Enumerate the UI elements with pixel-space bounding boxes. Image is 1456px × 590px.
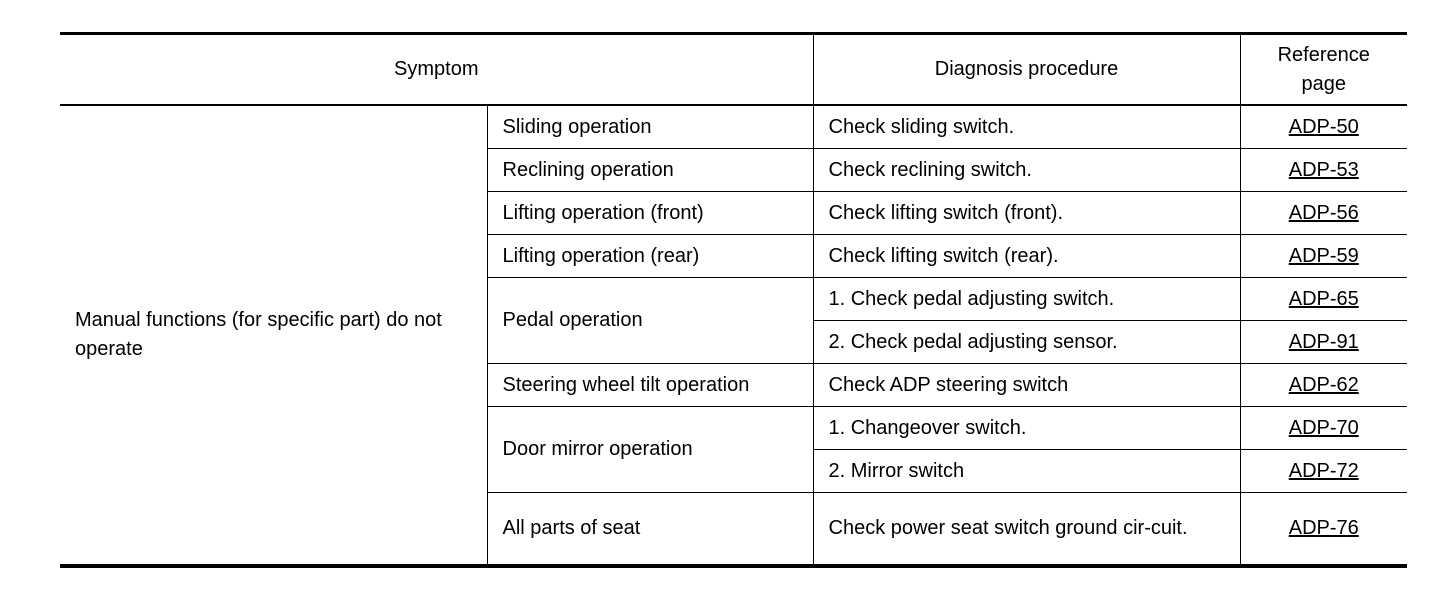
header-reference-page: Reference page [1240, 34, 1407, 106]
procedure-cell: Check lifting switch (front). [813, 192, 1240, 235]
reference-link[interactable]: ADP-50 [1288, 115, 1359, 138]
symptom-cell: Reclining operation [487, 149, 813, 192]
table-row [60, 105, 1407, 149]
reference-cell [1240, 407, 1407, 450]
reference-cell [1240, 192, 1407, 235]
reference-cell [1240, 149, 1407, 192]
reference-cell [1240, 364, 1407, 407]
procedure-cell: 2. Mirror switch [813, 450, 1240, 493]
reference-cell [1240, 450, 1407, 493]
reference-link[interactable]: ADP-56 [1288, 201, 1359, 224]
header-symptom: Symptom [60, 34, 813, 106]
procedure-cell: 2. Check pedal adjusting sensor. [813, 321, 1240, 364]
main-symptom-cell: Manual functions (for specific part) do not operate [60, 105, 487, 566]
reference-cell [1240, 235, 1407, 278]
reference-link[interactable]: ADP-65 [1288, 287, 1359, 310]
reference-cell [1240, 278, 1407, 321]
reference-link[interactable]: ADP-53 [1288, 158, 1359, 181]
table-header-row [60, 34, 1407, 106]
procedure-cell: Check ADP steering switch [813, 364, 1240, 407]
procedure-cell: Check lifting switch (rear). [813, 235, 1240, 278]
reference-cell [1240, 105, 1407, 149]
reference-link[interactable]: ADP-62 [1288, 373, 1359, 396]
symptom-cell: Steering wheel tilt operation [487, 364, 813, 407]
procedure-cell: Check reclining switch. [813, 149, 1240, 192]
reference-link[interactable]: ADP-76 [1288, 517, 1359, 539]
symptom-cell: Lifting operation (front) [487, 192, 813, 235]
procedure-cell: 1. Check pedal adjusting switch. [813, 278, 1240, 321]
symptom-cell: All parts of seat [487, 493, 813, 567]
symptom-cell: Pedal operation [487, 278, 813, 364]
reference-link[interactable]: ADP-72 [1288, 459, 1359, 482]
reference-link[interactable]: ADP-91 [1288, 330, 1359, 353]
symptom-cell: Lifting operation (rear) [487, 235, 813, 278]
symptom-cell: Sliding operation [487, 105, 813, 149]
procedure-cell: Check sliding switch. [813, 105, 1240, 149]
reference-cell [1240, 493, 1407, 567]
reference-link[interactable]: ADP-59 [1288, 244, 1359, 267]
reference-cell [1240, 321, 1407, 364]
symptom-cell: Door mirror operation [487, 407, 813, 493]
reference-link[interactable]: ADP-70 [1288, 416, 1359, 439]
diagnosis-table [60, 32, 1407, 568]
procedure-cell: Check power seat switch ground cir-cuit. [813, 493, 1240, 567]
procedure-cell: 1. Changeover switch. [813, 407, 1240, 450]
header-diagnosis-procedure: Diagnosis procedure [813, 34, 1240, 106]
